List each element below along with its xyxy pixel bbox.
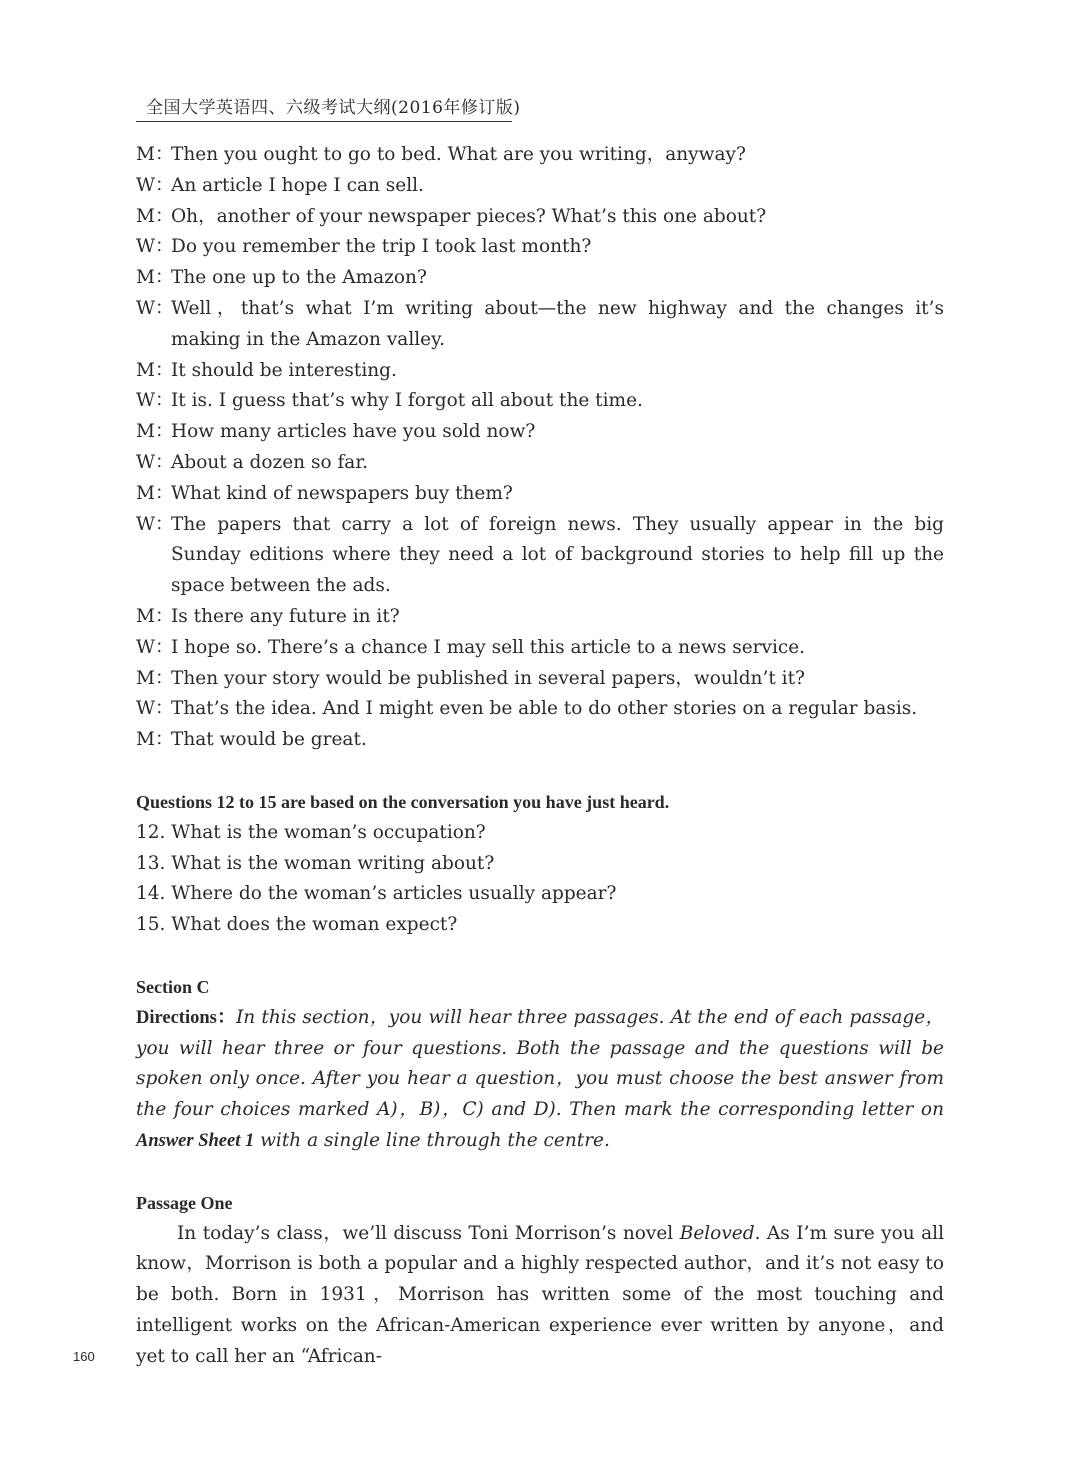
question-item: 14. Where do the woman’s articles usually appear? bbox=[136, 883, 617, 905]
dialogue-transcript bbox=[136, 140, 944, 756]
line-text: Well，that’s what I’m writing about—the new highway and the changes it’s making in the Amazon valley. bbox=[171, 297, 944, 350]
dialogue-line bbox=[136, 448, 944, 479]
speaker-label: M： bbox=[136, 359, 174, 381]
directions-text: In this section，you will hear three passages. At the end of each passage，you will hear three or four questions. Both the passage and the questions will be spoken only once. After you hear a question，you must choose the best answer from the four choices marked A)，B)，C) and D). Then mark the corresponding letter on bbox=[136, 1006, 944, 1121]
dialogue-line bbox=[136, 140, 944, 171]
line-text: Then your story would be published in several papers，wouldn’t it? bbox=[171, 667, 805, 689]
line-text: About a dozen so far. bbox=[171, 451, 369, 473]
line-text: Do you remember the trip I took last month? bbox=[171, 236, 592, 258]
speaker-label: W： bbox=[136, 236, 174, 258]
directions-label: Directions： bbox=[136, 1007, 236, 1028]
line-text: How many articles have you sold now? bbox=[171, 421, 536, 443]
line-text: It is. I guess that’s why I forgot all about the time. bbox=[171, 390, 643, 412]
dialogue-line bbox=[136, 510, 944, 602]
speaker-label: M： bbox=[136, 267, 174, 289]
answer-sheet-reference: Answer Sheet 1 bbox=[136, 1130, 255, 1151]
speaker-label: M： bbox=[136, 482, 174, 504]
speaker-label: W： bbox=[136, 390, 174, 412]
speaker-label: W： bbox=[136, 297, 174, 319]
dialogue-line bbox=[136, 294, 944, 356]
directions-text-end: with a single line through the centre. bbox=[254, 1129, 610, 1151]
passage-text-cont: . As I’m sure you all know，Morrison is both a popular and a highly respected author，and it’s not easy to be both. Born in 1931，Morrison has written some of the most touching and intelligent works on the African-American experience ever written by anyone，and yet to call her an “African- bbox=[136, 1222, 944, 1367]
speaker-label: M： bbox=[136, 144, 174, 165]
dialogue-line bbox=[136, 202, 944, 233]
line-text: Then you ought to go to bed. What are you writing，anyway? bbox=[171, 144, 746, 165]
passage-title: Passage One bbox=[136, 1192, 233, 1213]
speaker-label: W： bbox=[136, 451, 174, 473]
dialogue-line bbox=[136, 725, 944, 756]
line-text: That’s the idea. And I might even be able to do other stories on a regular basis. bbox=[171, 698, 918, 720]
page-number: 160 bbox=[73, 1349, 95, 1364]
line-text: Oh，another of your newspaper pieces? What’s this one about? bbox=[171, 205, 767, 227]
passage-text: In today’s class，we’ll discuss Toni Morrison’s novel bbox=[177, 1222, 680, 1244]
speaker-label: M： bbox=[136, 421, 174, 443]
line-text: Is there any future in it? bbox=[171, 605, 400, 627]
question-item: 15. What does the woman expect? bbox=[136, 914, 458, 936]
dialogue-line bbox=[136, 479, 944, 510]
dialogue-line bbox=[136, 417, 944, 448]
speaker-label: M： bbox=[136, 605, 174, 627]
line-text: It should be interesting. bbox=[171, 359, 397, 381]
speaker-label: W： bbox=[136, 636, 174, 658]
novel-title: Beloved bbox=[679, 1222, 755, 1244]
dialogue-line bbox=[136, 664, 944, 695]
directions-paragraph bbox=[136, 1003, 944, 1157]
section-title: Section C bbox=[136, 976, 210, 997]
question-item: 12. What is the woman’s occupation? bbox=[136, 821, 486, 843]
line-text: That would be great. bbox=[171, 729, 367, 751]
dialogue-line bbox=[136, 694, 944, 725]
line-text: An article I hope I can sell. bbox=[171, 174, 424, 196]
line-text: The papers that carry a lot of foreign news. They usually appear in the big Sunday editions where they need a lot of background stories to help fill up the space between the ads. bbox=[171, 513, 944, 597]
speaker-label: M： bbox=[136, 667, 174, 689]
dialogue-line bbox=[136, 633, 944, 664]
line-text: I hope so. There’s a chance I may sell this article to a news service. bbox=[171, 636, 806, 658]
dialogue-line bbox=[136, 386, 944, 417]
speaker-label: W： bbox=[136, 513, 174, 535]
speaker-label: W： bbox=[136, 174, 174, 196]
questions-heading: Questions 12 to 15 are based on the conversation you have just heard. bbox=[136, 791, 670, 812]
dialogue-line bbox=[136, 263, 944, 294]
speaker-label: W： bbox=[136, 698, 174, 720]
page-content bbox=[136, 140, 944, 1372]
dialogue-line bbox=[136, 232, 944, 263]
line-text: The one up to the Amazon? bbox=[171, 267, 427, 289]
passage-paragraph bbox=[136, 1219, 944, 1373]
dialogue-line bbox=[136, 602, 944, 633]
dialogue-line bbox=[136, 171, 944, 202]
speaker-label: M： bbox=[136, 205, 174, 227]
running-header: 全国大学英语四、六级考试大纲(2016年修订版) bbox=[136, 96, 512, 122]
speaker-label: M： bbox=[136, 729, 174, 751]
question-item: 13. What is the woman writing about? bbox=[136, 852, 495, 874]
line-text: What kind of newspapers buy them? bbox=[171, 482, 513, 504]
dialogue-line bbox=[136, 356, 944, 387]
